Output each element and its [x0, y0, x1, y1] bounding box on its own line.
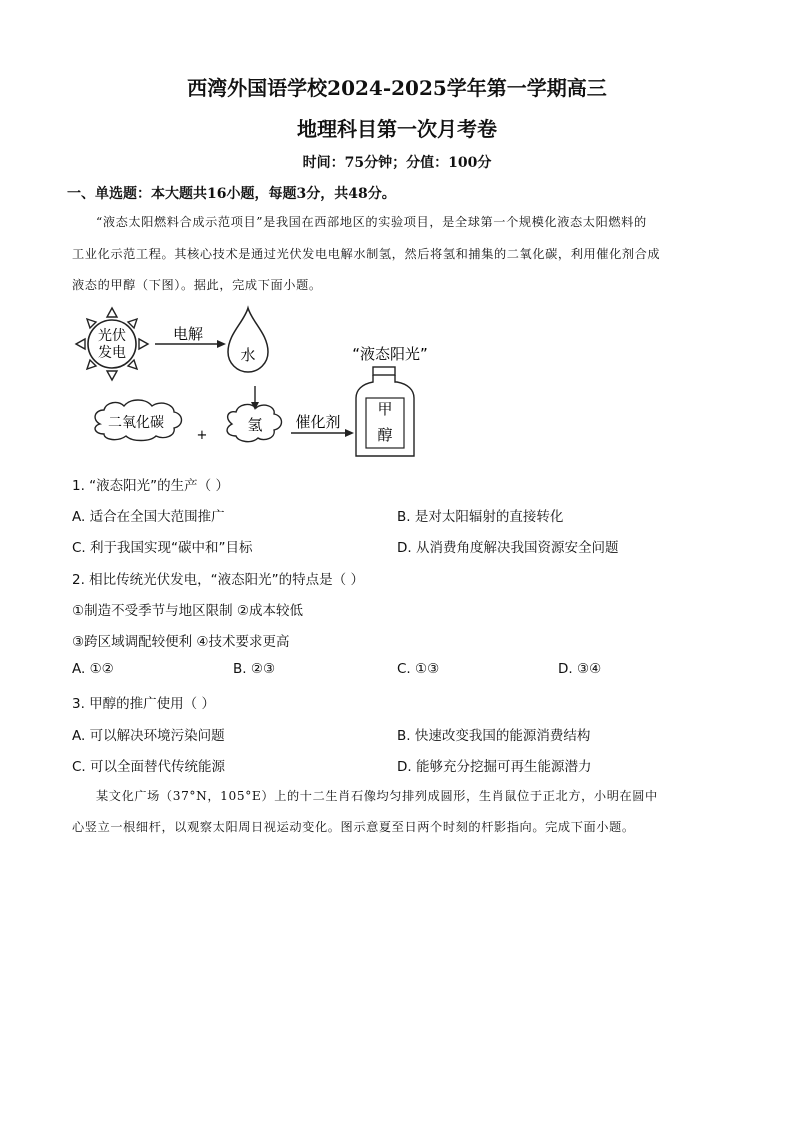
passage1-line1: “液态太阳燃料合成示范项目”是我国在西部地区的实验项目，是全球第一个规模化液态太阳燃料的 — [96, 215, 647, 229]
q3-option-a[interactable]: A. 可以解决环境污染问题 — [72, 728, 225, 744]
q1-option-b[interactable]: B. 是对太阳辐射的直接转化 — [397, 509, 564, 525]
co2-label: 二氧化碳 — [108, 415, 164, 431]
passage1-line2: 工业化示范工程。其核心技术是通过光伏发电电解水制氢，然后将氢和捕集的二氧化碳，利用催化剂合成 — [72, 247, 661, 261]
exam-title-line2: 地理科目第一次月考卷 — [297, 117, 497, 141]
q2-statements-line2: ③跨区域调配较便利 ④技术要求更高 — [72, 634, 290, 650]
arrow-head-icon — [217, 340, 226, 348]
sun-label-1: 光伏 — [98, 328, 126, 344]
passage2-line1: 某文化广场（37°N，105°E）上的十二生肖石像均匀排列成圆形，生肖鼠位于正北方，小明在圆中 — [96, 789, 658, 803]
q2-option-c[interactable]: C. ①③ — [397, 661, 440, 677]
bottle-title: “液态阳光” — [352, 345, 428, 363]
q3-option-b[interactable]: B. 快速改变我国的能源消费结构 — [397, 728, 591, 744]
q2-option-d[interactable]: D. ③④ — [558, 661, 602, 677]
q2-option-b[interactable]: B. ②③ — [233, 661, 276, 677]
q3-option-d[interactable]: D. 能够充分挖掘可再生能源潜力 — [397, 759, 592, 775]
q1-option-c[interactable]: C. 利于我国实现“碳中和”目标 — [72, 540, 253, 556]
q2-option-a[interactable]: A. ①② — [72, 661, 114, 677]
bottle-char-1: 甲 — [377, 400, 393, 418]
liquid-sunshine-diagram — [70, 300, 470, 470]
q1-stem: 1. “液态阳光”的生产（ ） — [72, 478, 229, 494]
sun-label-2: 发电 — [98, 345, 126, 361]
sun-icon — [76, 308, 148, 380]
arrow-catalyst-head-icon — [345, 429, 354, 437]
exam-meta: 时间：75分钟；分值：100分 — [302, 155, 492, 171]
water-label: 水 — [240, 346, 256, 364]
plus-sign: + — [196, 428, 208, 443]
catalyst-label: 催化剂 — [295, 413, 341, 431]
section-heading: 一、单选题：本大题共16小题，每题3分，共48分。 — [67, 186, 396, 202]
exam-title-line1: 西湾外国语学校2024-2025学年第一学期高三 — [187, 76, 607, 100]
q3-stem: 3. 甲醇的推广使用（ ） — [72, 696, 215, 712]
hydrogen-label: 氢 — [247, 416, 263, 434]
electrolysis-label: 电解 — [172, 325, 204, 343]
passage2-line2: 心竖立一根细杆，以观察太阳周日视运动变化。图示意夏至日两个时刻的杆影指向。完成下面小题。 — [72, 820, 635, 834]
q2-stem: 2. 相比传统光伏发电，“液态阳光”的特点是（ ） — [72, 572, 364, 588]
passage1-line3: 液态的甲醇（下图）。据此，完成下面小题。 — [72, 278, 322, 292]
q3-option-c[interactable]: C. 可以全面替代传统能源 — [72, 759, 226, 775]
bottle-char-2: 醇 — [377, 426, 393, 444]
q1-option-d[interactable]: D. 从消费角度解决我国资源安全问题 — [397, 540, 619, 556]
q2-statements-line1: ①制造不受季节与地区限制 ②成本较低 — [72, 603, 303, 619]
q1-option-a[interactable]: A. 适合在全国大范围推广 — [72, 509, 225, 525]
